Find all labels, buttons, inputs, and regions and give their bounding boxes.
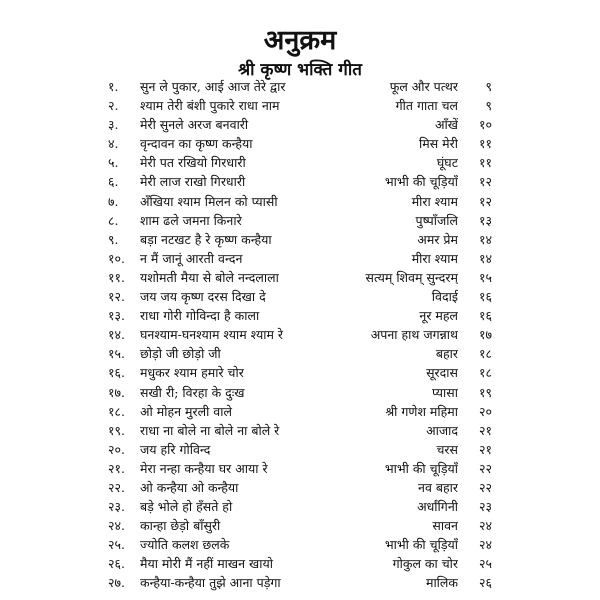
entry-number: ३.	[108, 117, 119, 133]
song-title: मेरा नन्हा कन्हैया घर आया रे	[140, 460, 268, 476]
film-name: मीरा श्याम	[411, 250, 458, 266]
entry-number: २५.	[108, 537, 125, 553]
entry-number: १८.	[108, 403, 125, 419]
page-number: २४	[478, 518, 492, 534]
page-number: २१	[478, 422, 492, 438]
page-number: १५	[478, 269, 492, 285]
film-name: गोकुल का चोर	[392, 556, 458, 572]
song-title: घनश्याम-घनश्याम श्याम श्याम रे	[140, 327, 284, 343]
toc-entry	[0, 344, 600, 363]
film-name: प्यासा	[432, 384, 458, 400]
toc-entry	[0, 230, 600, 249]
toc-entry	[0, 497, 600, 516]
song-title: जय जय कृष्ण दरस दिखा दे	[140, 289, 266, 305]
entry-number: ९.	[108, 231, 119, 247]
toc-entry	[0, 459, 600, 478]
toc-entry	[0, 211, 600, 230]
film-name: नव बहार	[418, 479, 458, 495]
entry-number: ५.	[108, 155, 119, 171]
page-number: १३	[478, 212, 492, 228]
page-title: अनुक्रम	[263, 25, 337, 57]
song-title: बड़ा नटखट है रे कृष्ण कन्हैया	[140, 231, 272, 247]
film-name: श्री गणेश महिमा	[385, 403, 458, 419]
entry-number: २३.	[108, 499, 125, 515]
page-number: २६	[478, 575, 492, 591]
toc-entry	[0, 535, 600, 554]
film-name: भाभी की चूड़ियाँ	[384, 537, 458, 553]
entry-number: २१.	[108, 460, 125, 476]
toc-entry	[0, 306, 600, 325]
toc-entry	[0, 153, 600, 172]
song-title: मेरी पत रखियो गिरधारी	[140, 155, 246, 171]
song-title: बड़े भोले हो हँसते हो	[140, 499, 233, 515]
page-number: २५	[478, 556, 492, 572]
song-title: ओ मोहन मुरली वाले	[140, 403, 232, 419]
page-number: १४	[478, 231, 492, 247]
entry-number: १.	[108, 79, 119, 94]
film-name: सावन	[432, 518, 458, 534]
toc-entry	[0, 363, 600, 382]
film-name: सत्यम् शिवम् सुन्दरम्	[365, 269, 458, 285]
song-title: राधा गोरी गोविन्दा है काला	[140, 308, 260, 324]
film-name: मिस मेरी	[419, 136, 458, 152]
film-name: बहार	[435, 346, 458, 362]
toc-entry	[0, 325, 600, 344]
song-title: कन्हैया-कन्हैया तुझे आना पड़ेगा	[140, 575, 281, 591]
entry-number: ४.	[108, 136, 119, 152]
song-title: छोड़ो जी छोड़ो जी	[140, 346, 221, 362]
entry-number: १६.	[108, 365, 125, 381]
song-title: मधुकर श्याम हमारे चोर	[140, 365, 244, 381]
film-name: भाभी की चूड़ियाँ	[384, 460, 458, 476]
page-number: ११	[478, 155, 492, 171]
entry-number: २०.	[108, 441, 125, 457]
song-title: सुन ले पुकार, आई आज तेरे द्वार	[140, 79, 286, 94]
page-number: १०	[478, 117, 492, 133]
entry-number: २६.	[108, 556, 125, 572]
page-number: १२	[478, 174, 492, 190]
song-title: वृन्दावन का कृष्ण कन्हैया	[140, 136, 253, 152]
film-name: सूरदास	[426, 365, 458, 381]
song-title: श्याम तेरी बंशी पुकारे राधा नाम	[140, 98, 280, 114]
page-number: २४	[478, 537, 492, 553]
toc-entry	[0, 421, 600, 440]
page-number: २२	[478, 479, 492, 495]
toc-entry	[0, 77, 600, 96]
entry-number: ८.	[108, 212, 119, 228]
entry-number: २.	[108, 98, 119, 114]
page-number: १८	[478, 365, 492, 381]
entry-number: १०.	[108, 250, 125, 266]
song-title: ओ कन्हैया ओ कन्हैया	[140, 479, 239, 495]
toc-entry	[0, 287, 600, 306]
entry-number: ७.	[108, 193, 119, 209]
film-name: घूंघट	[436, 155, 458, 171]
song-title: न मैं जानूं आरती वन्दन	[140, 250, 243, 266]
film-name: अमर प्रेम	[417, 231, 458, 247]
song-title: शाम ढले जमना किनारे	[140, 212, 242, 228]
entry-number: १३.	[108, 308, 125, 324]
page-number: ९	[485, 79, 492, 94]
song-title: कान्हा छेड़ो बाँसुरी	[140, 518, 221, 534]
page-number: २२	[478, 460, 492, 476]
film-name: फूल और पत्थर	[389, 79, 458, 94]
film-name: नूर महल	[419, 308, 458, 324]
entry-number: १९.	[108, 422, 125, 438]
page-number: १६	[478, 289, 492, 305]
table-of-contents	[0, 77, 600, 593]
page-number: १९	[478, 384, 492, 400]
entry-number: ११.	[108, 269, 125, 285]
toc-entry	[0, 115, 600, 134]
film-name: आजाद	[426, 422, 458, 438]
page-number: ११	[478, 136, 492, 152]
page-number: ९	[485, 98, 492, 114]
toc-entry	[0, 383, 600, 402]
toc-entry	[0, 96, 600, 115]
page-number: १७	[478, 327, 492, 343]
song-title: राधा ना बोले ना बोले ना बोले रे	[140, 422, 280, 438]
film-name: गीत गाता चल	[395, 98, 458, 114]
entry-number: १४.	[108, 327, 125, 343]
song-title: मेरी सुनले अरज बनवारी	[140, 117, 249, 133]
film-name: मीरा श्याम	[411, 193, 458, 209]
toc-entry	[0, 402, 600, 421]
film-name: अर्धांगिनी	[417, 499, 458, 515]
entry-number: २७.	[108, 575, 125, 591]
film-name: भाभी की चूड़ियाँ	[384, 174, 458, 190]
entry-number: १७.	[108, 384, 125, 400]
page-number: १८	[478, 346, 492, 362]
song-title: मैया मोरी मैं नहीं माखन खायो	[140, 556, 274, 572]
page-number: १२	[478, 193, 492, 209]
film-name: मालिक	[425, 575, 458, 591]
page-number: २०	[478, 403, 492, 419]
film-name: विदाई	[431, 289, 458, 305]
song-title: मेरी लाज राखो गिरधारी	[140, 174, 246, 190]
section-title: श्री कृष्ण भक्ति गीत	[238, 60, 362, 81]
song-title: अँखिया श्याम मिलन को प्यासी	[140, 193, 278, 209]
film-name: पुष्पाँजलि	[415, 212, 458, 228]
page-number: २१	[478, 441, 492, 457]
entry-number: ६.	[108, 174, 119, 190]
song-title: यशोमती मैया से बोले नन्दलाला	[140, 269, 279, 285]
toc-entry	[0, 249, 600, 268]
page-number: १६	[478, 308, 492, 324]
entry-number: २२.	[108, 479, 125, 495]
entry-number: २४.	[108, 518, 125, 534]
toc-entry	[0, 573, 600, 592]
toc-entry	[0, 478, 600, 497]
toc-entry	[0, 192, 600, 211]
page-number: २३	[478, 499, 492, 515]
entry-number: १२.	[108, 289, 125, 305]
toc-entry	[0, 134, 600, 153]
film-name: अपना हाथ जगन्नाथ	[370, 327, 458, 343]
toc-entry	[0, 554, 600, 573]
toc-entry	[0, 516, 600, 535]
song-title: ज्योति कलश छलके	[140, 537, 230, 553]
film-name: चरस	[436, 441, 458, 457]
toc-entry	[0, 440, 600, 459]
page-number: १४	[478, 250, 492, 266]
toc-entry	[0, 268, 600, 287]
entry-number: १५.	[108, 346, 125, 362]
film-name: आँखें	[434, 117, 458, 133]
song-title: सखी री; विरहा के दुःख	[140, 384, 245, 400]
song-title: जय हरि गोविन्द	[140, 441, 211, 457]
toc-entry	[0, 172, 600, 191]
